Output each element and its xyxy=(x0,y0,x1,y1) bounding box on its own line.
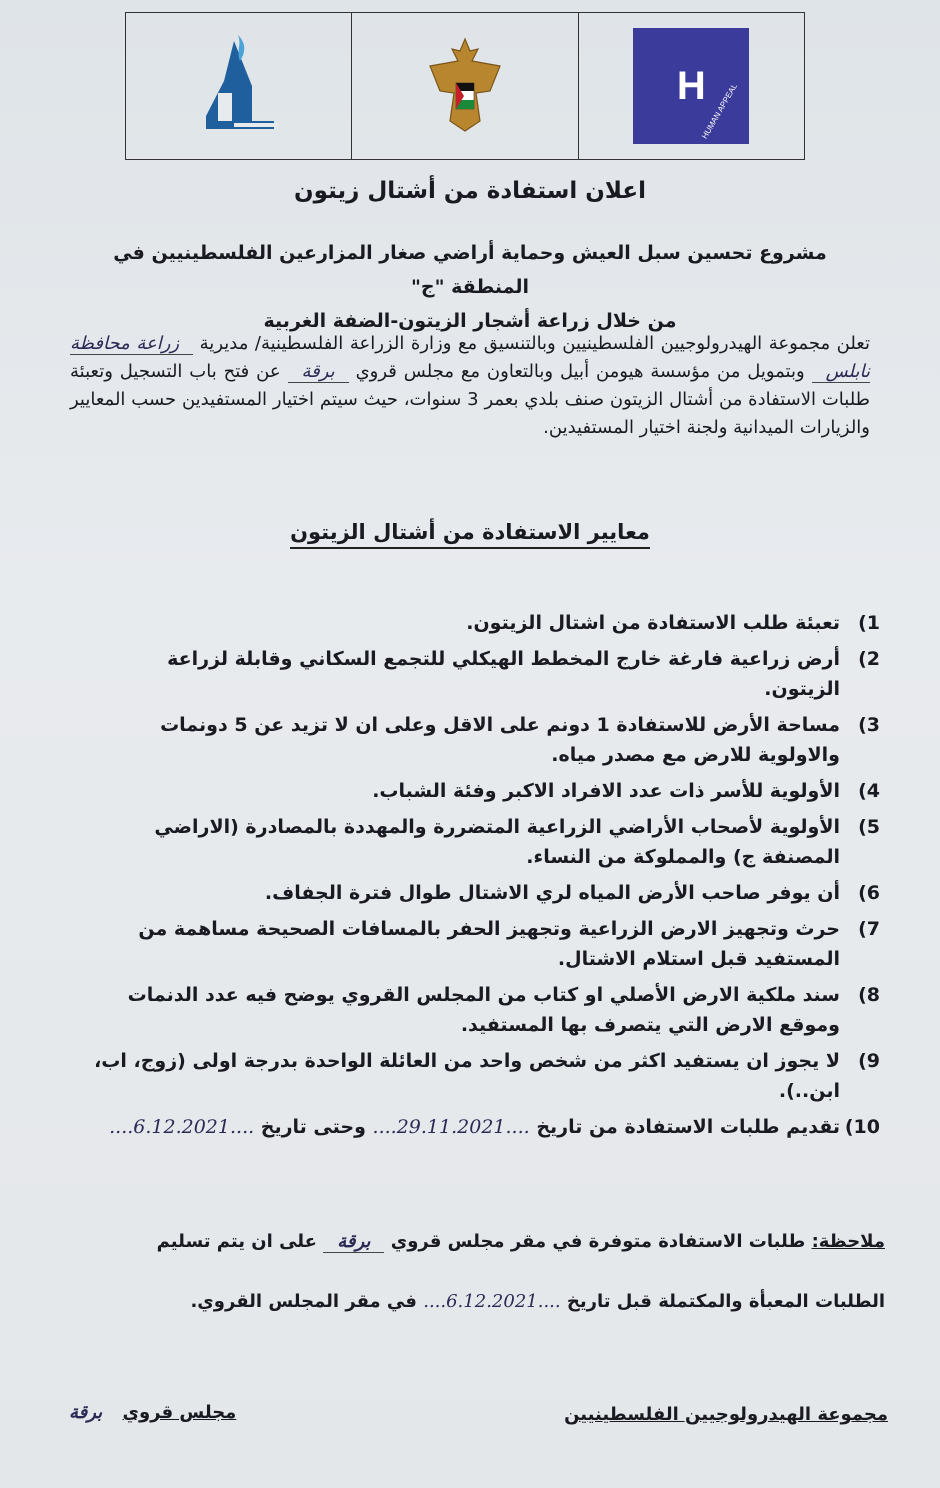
handwritten-date-from: ....29.11.2021.... xyxy=(372,1116,530,1138)
project-subtitle xyxy=(80,236,860,338)
handwritten-village: برقة xyxy=(288,361,349,383)
subtitle-line-1: مشروع تحسين سبل العيش وحماية أراضي صغار المزارعين الفلسطينيين في المنطقة "ج" xyxy=(113,242,827,298)
criteria-item-dates xyxy=(90,1112,880,1142)
village-council-handwritten: برقة xyxy=(69,1402,103,1423)
note-label: ملاحظة: xyxy=(811,1231,885,1252)
signature-village-council xyxy=(55,1402,236,1423)
note-text-1: طلبات الاستفادة متوفرة في مقر مجلس قروي xyxy=(390,1231,806,1252)
note-handwritten-date: ....6.12.2021.... xyxy=(423,1291,561,1312)
item-number: 9) xyxy=(858,1050,880,1072)
human-appeal-logo xyxy=(633,28,749,144)
criteria-heading-text: معايير الاستفادة من أشتال الزيتون xyxy=(290,520,650,549)
intro-part-3: عن فتح باب التسجيل وتعبئة طلبات الاستفادة من أشتال الزيتون صنف بلدي بعمر 3 سنوات، حيث سيتم اختيار المستفيدين حسب المعايير والزيارات الميدانية ولجنة اختيار المستفيدين. xyxy=(70,361,870,438)
criteria-item xyxy=(90,608,880,638)
criteria-item xyxy=(90,710,880,770)
item-number: 8) xyxy=(858,984,880,1006)
item-number: 1) xyxy=(858,612,880,634)
item-text: تعبئة طلب الاستفادة من اشتال الزيتون. xyxy=(466,612,840,634)
criteria-item xyxy=(90,914,880,974)
human-appeal-text: HUMAN APPEAL xyxy=(700,82,740,141)
handwritten-date-to: ....6.12.2021.... xyxy=(109,1116,255,1138)
logo-header xyxy=(125,12,805,160)
item-text xyxy=(90,1112,840,1142)
date-from-value: 29.11.2021 xyxy=(396,1116,506,1138)
criteria-list xyxy=(90,608,880,1148)
subtitle-line-2: من خلال زراعة أشجار الزيتون-الضفة الغربية xyxy=(263,310,677,332)
note-text-2: على ان يتم تسليم xyxy=(156,1231,317,1252)
item-text: سند ملكية الارض الأصلي او كتاب من المجلس القروي يوضح فيه عدد الدنمات وموقع الارض التي يتصرف بها المستفيد. xyxy=(127,984,840,1036)
item-text: الأولوية لأصحاب الأراضي الزراعية المتضررة والمهددة بالمصادرة (الاراضي المصنفة ج) والمملوكة من النساء. xyxy=(154,816,840,868)
note-handwritten-village: برقة xyxy=(323,1231,384,1253)
criteria-item xyxy=(90,812,880,872)
human-appeal-mark: H xyxy=(676,63,706,108)
human-appeal-logo-cell xyxy=(578,13,804,159)
item-number: 5) xyxy=(858,816,880,838)
criteria-item xyxy=(90,1046,880,1106)
item-text: لا يجوز ان يستفيد اكثر من شخص واحد من العائلة الواحدة بدرجة اولى (زوج، اب، ابن..). xyxy=(94,1050,840,1102)
item-text: أرض زراعية فارغة خارج المخطط الهيكلي للتجمع السكاني وقابلة لزراعة الزيتون. xyxy=(167,648,840,700)
palestine-eagle-logo-cell xyxy=(351,13,577,159)
note-text-3: الطلبات المعبأة والمكتملة قبل تاريخ xyxy=(566,1291,885,1312)
phg-logo-icon xyxy=(194,31,284,141)
dates-text-before: تقديم طلبات الاستفادة من تاريخ xyxy=(536,1116,840,1138)
item-number: 3) xyxy=(858,714,880,736)
village-council-label: مجلس قروي xyxy=(122,1402,237,1423)
signature-phg: مجموعة الهيدرولوجيين الفلسطينيين xyxy=(564,1404,888,1425)
criteria-item xyxy=(90,980,880,1040)
note-line-2 xyxy=(80,1272,885,1332)
item-text: حرث وتجهيز الارض الزراعية وتجهيز الحفر بالمسافات الصحيحة مساهمة من المستفيد قبل استلام الاشتال. xyxy=(138,918,840,970)
note-line-1 xyxy=(80,1212,885,1272)
criteria-item xyxy=(90,644,880,704)
criteria-heading xyxy=(0,520,940,544)
intro-part-2: وبتمويل من مؤسسة هيومن أبيل وبالتعاون مع مجلس قروي xyxy=(355,361,805,382)
palestine-eagle-icon xyxy=(420,31,510,141)
dates-text-middle: وحتى تاريخ xyxy=(260,1116,366,1138)
handwritten-directorate: زراعة محافظة نابلس xyxy=(70,333,871,382)
item-number: 10) xyxy=(844,1116,880,1138)
criteria-item xyxy=(90,776,880,806)
note-date-value: 6.12.2021 xyxy=(446,1291,538,1312)
intro-part-1: تعلن مجموعة الهيدرولوجيين الفلسطينيين وبالتنسيق مع وزارة الزراعة الفلسطينية/ مديرية xyxy=(199,333,870,354)
phg-logo-cell xyxy=(126,13,351,159)
page-title: اعلان استفادة من أشتال زيتون xyxy=(294,178,646,204)
date-to-value: 6.12.2021 xyxy=(133,1116,230,1138)
note-text-4: في مقر المجلس القروي. xyxy=(190,1291,417,1312)
note-block xyxy=(80,1212,885,1332)
item-text: أن يوفر صاحب الأرض المياه لري الاشتال طوال فترة الجفاف. xyxy=(264,882,840,904)
item-number: 7) xyxy=(858,918,880,940)
item-number: 4) xyxy=(858,780,880,802)
item-text: مساحة الأرض للاستفادة 1 دونم على الاقل وعلى ان لا تزيد عن 5 دونمات والاولوية للارض مع مصدر مياه. xyxy=(160,714,840,766)
criteria-item xyxy=(90,878,880,908)
intro-paragraph xyxy=(70,330,870,442)
item-number: 6) xyxy=(858,882,880,904)
item-text: الأولوية للأسر ذات عدد الافراد الاكبر وفئة الشباب. xyxy=(372,780,840,802)
item-number: 2) xyxy=(858,648,880,670)
